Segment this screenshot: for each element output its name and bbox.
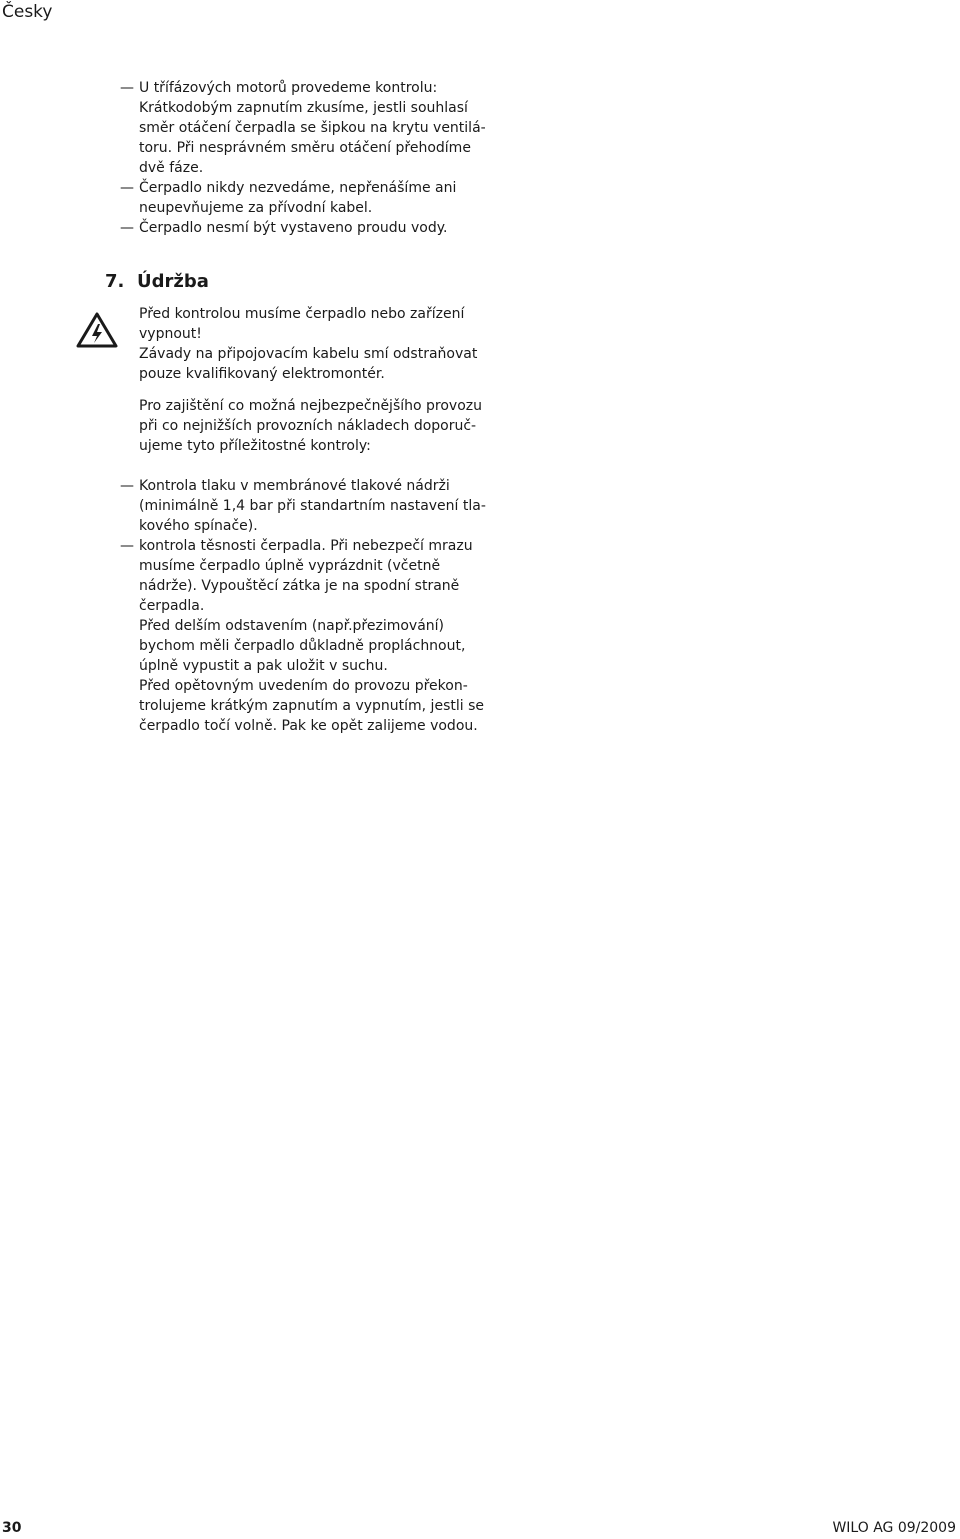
list-item-line: Krátkodobým zapnutím zkusíme, jestli souhlasí <box>139 100 468 116</box>
list-item <box>120 476 500 536</box>
paragraph-line: Pro zajištění co možná nejbezpečnějšího provozu <box>139 398 482 414</box>
paragraph-line: při co nejnižších provozních nákladech doporuč- <box>139 418 477 434</box>
list-item-line: čerpadlo točí volně. Pak ke opět zalijeme vodou. <box>139 718 478 734</box>
list-item-line: bychom měli čerpadlo důkladně propláchnout, <box>139 638 466 654</box>
list-item-line: kového spínače). <box>139 518 258 534</box>
list-item-line: — kontrola těsnosti čerpadla. Při nebezpečí mrazu <box>139 538 473 554</box>
warning-line: vypnout! <box>139 326 202 342</box>
list-item-line: — U třífázových motorů provedeme kontrolu: <box>139 80 438 96</box>
list-item-line: dvě fáze. <box>139 160 204 176</box>
warning-line: Závady na připojovacím kabelu smí odstraňovat <box>139 346 478 362</box>
list-item-line: Před delším odstavením (např.přezimování) <box>139 618 445 634</box>
list-item-line: čerpadla. <box>139 598 205 614</box>
list-item-line: (minimálně 1,4 bar při standartním nastavení tla- <box>139 498 486 514</box>
section-title: Údržba <box>137 271 209 292</box>
warning-text <box>139 304 519 384</box>
list-item-line: trolujeme krátkým zapnutím a vypnutím, jestli se <box>139 698 484 714</box>
list-item-line: — Čerpadlo nesmí být vystaveno proudu vody. <box>139 220 448 236</box>
list-item <box>120 78 500 178</box>
footer-brand: WILO AG 09/2009 <box>832 1520 956 1536</box>
page-number: 30 <box>2 1520 22 1536</box>
list-item-line: — Čerpadlo nikdy nezvedáme, nepřenášíme ani <box>139 180 457 196</box>
language-label: Česky <box>2 2 53 22</box>
list-item-line: musíme čerpadlo úplně vyprázdnit (včetně <box>139 558 441 574</box>
warning-line: Před kontrolou musíme čerpadlo nebo zařízení <box>139 306 465 322</box>
section-number: 7. <box>105 271 125 292</box>
list-item <box>120 178 500 218</box>
list-item-line: toru. Při nesprávném směru otáčení přehodíme <box>139 140 471 156</box>
maintenance-checks-list <box>120 476 500 736</box>
paragraph-line: ujeme tyto příležitostné kontroly: <box>139 438 371 454</box>
installation-notes-list <box>120 78 500 238</box>
list-item-line: úplně vypustit a pak uložit v suchu. <box>139 658 388 674</box>
list-item-line: nádrže). Vypouštěcí zátka je na spodní straně <box>139 578 460 594</box>
section-heading <box>105 270 209 294</box>
maintenance-intro <box>139 396 519 456</box>
list-item-line: neupevňujeme za přívodní kabel. <box>139 200 373 216</box>
list-item-line: — Kontrola tlaku v membránové tlakové nádrži <box>139 478 450 494</box>
warning-line: pouze kvalifikovaný elektromontér. <box>139 366 385 382</box>
list-item <box>120 536 500 736</box>
list-item <box>120 218 500 238</box>
list-item-line: Před opětovným uvedením do provozu překon- <box>139 678 468 694</box>
list-item-line: směr otáčení čerpadla se šipkou na krytu ventilá- <box>139 120 486 136</box>
electrical-hazard-icon <box>76 312 118 348</box>
